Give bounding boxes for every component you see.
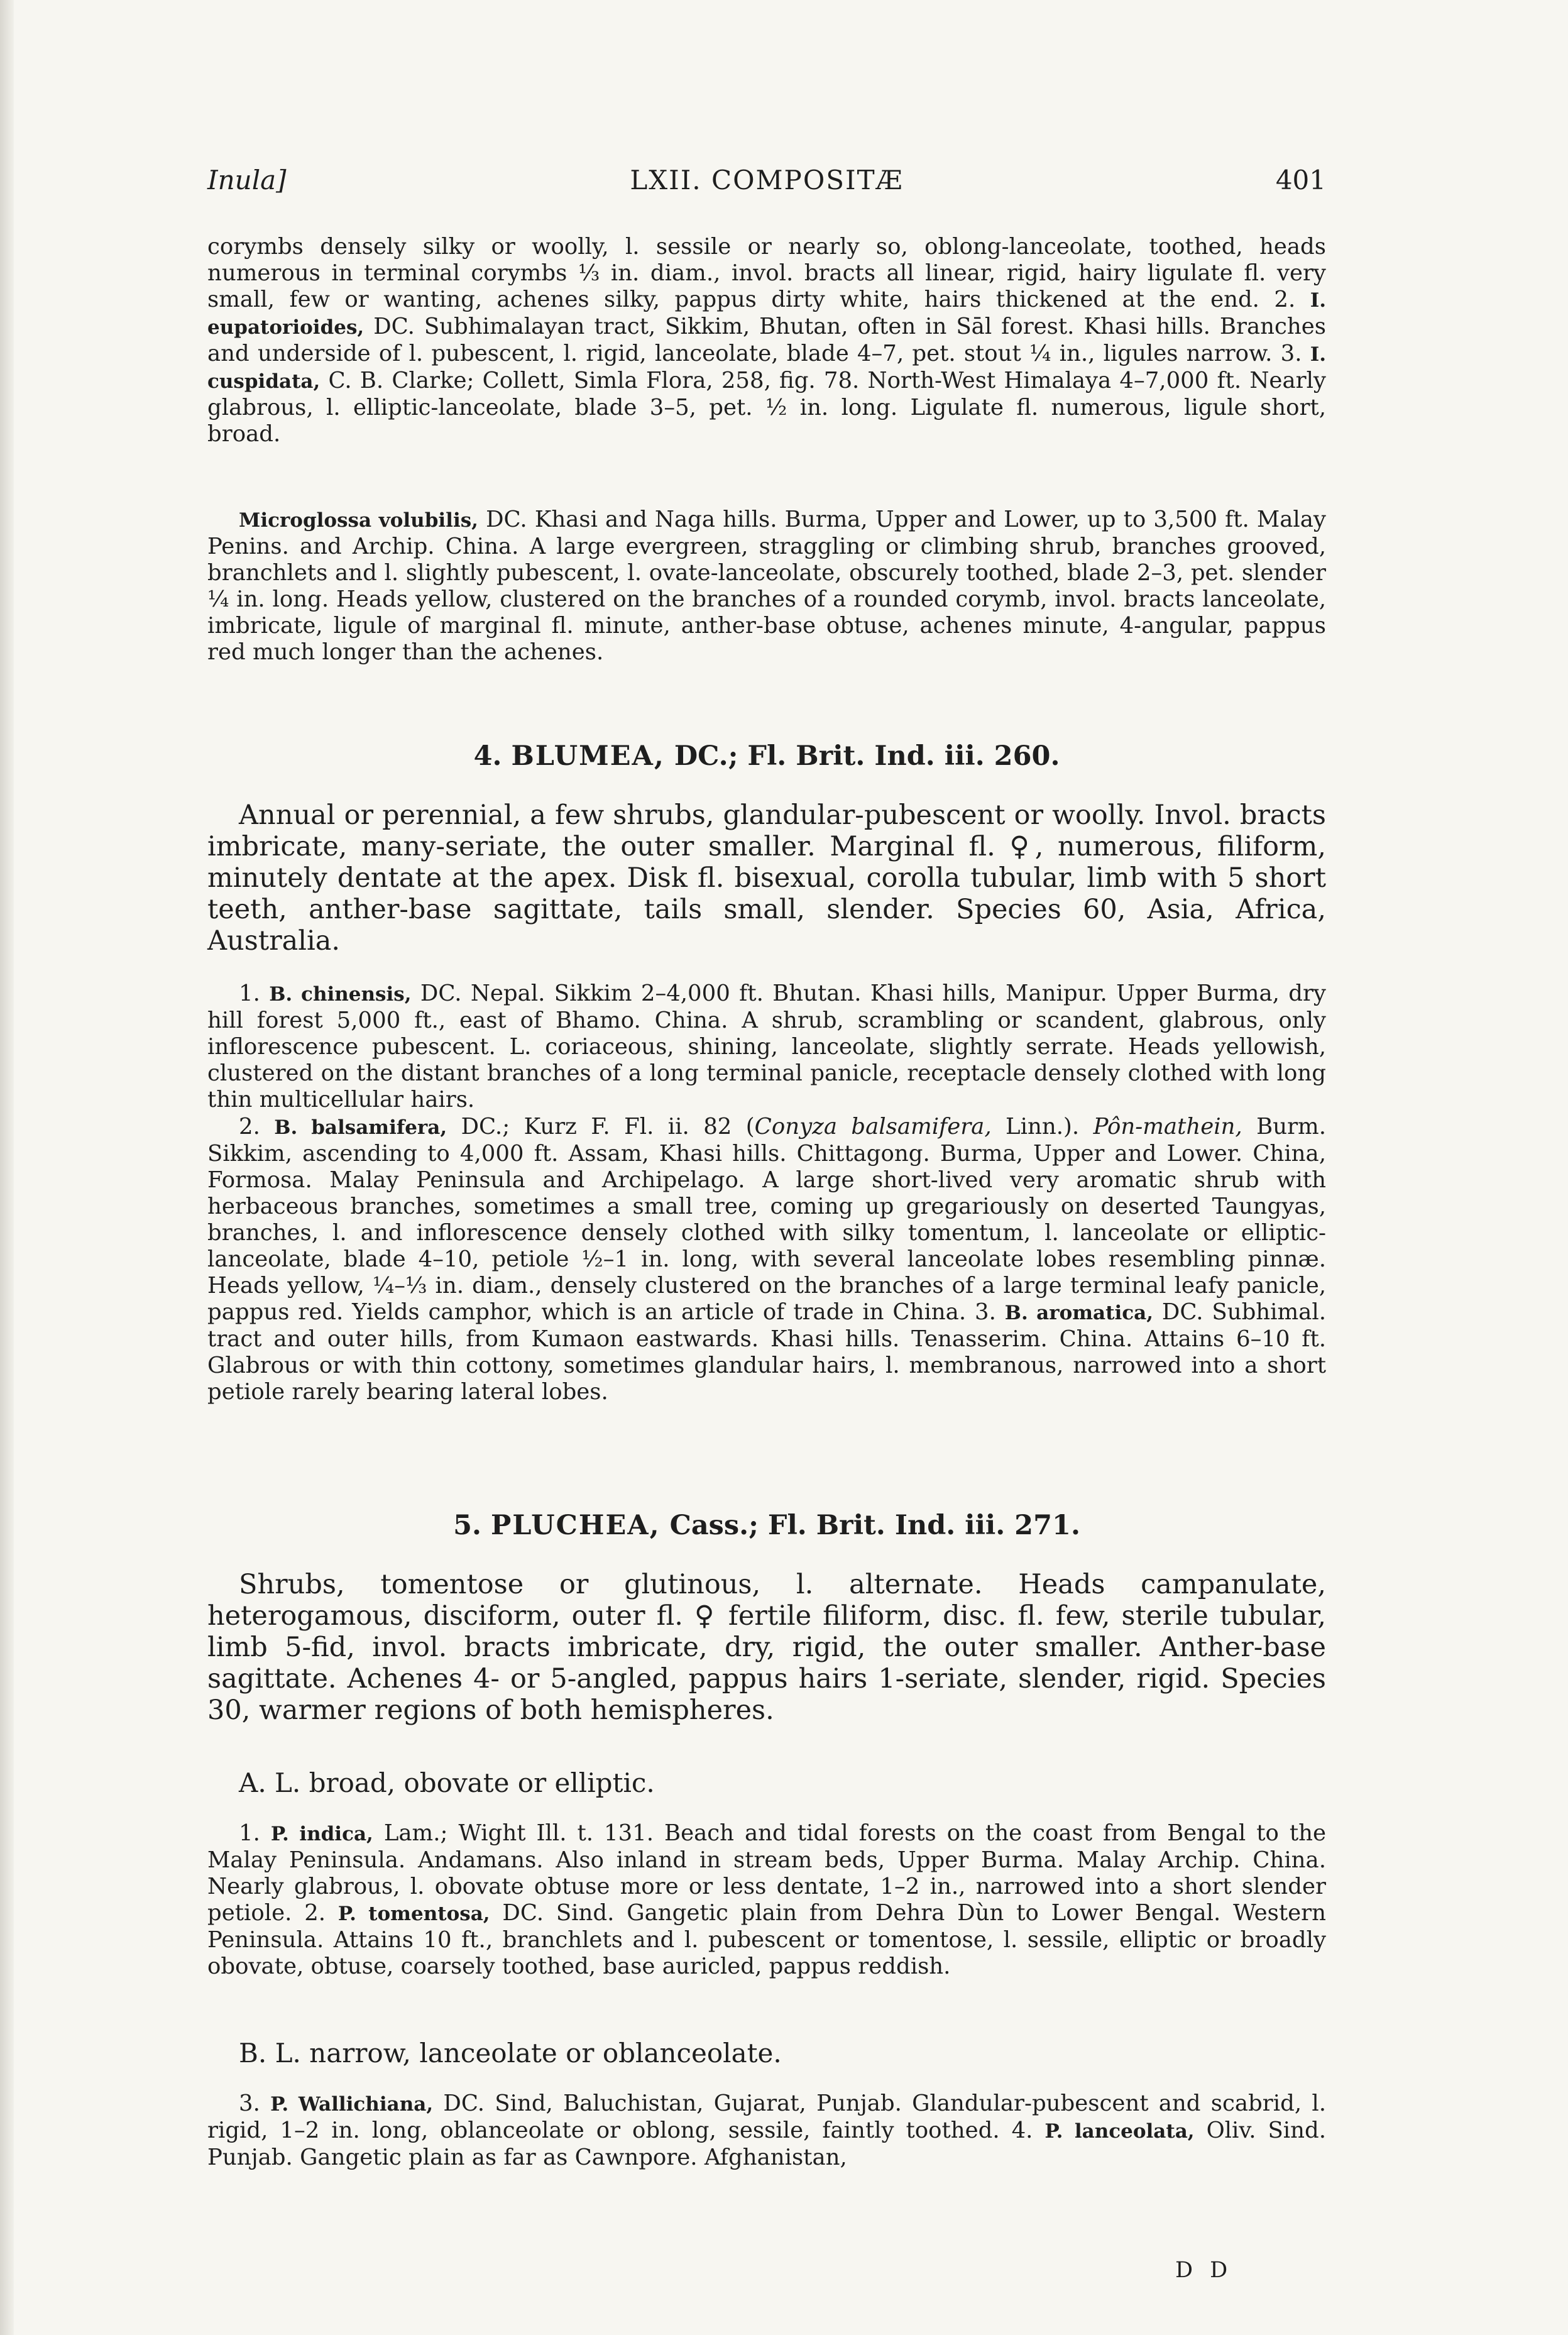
inula-text-1: corymbs densely silky or woolly, l. sessile or nearly so, oblong-lanceolate, toothed, heads numerous in terminal corymbs ⅓ in. diam., invol. bracts all linear, rigid, hairy ligulate fl. very small, few or wanting, achenes silky, pappus dirty white, hairs thickened at the end. 2. <box>207 234 1326 312</box>
blumea-sp2-text-a: DC.; Kurz F. Fl. ii. 82 ( <box>447 1114 755 1140</box>
signature-mark: D D <box>1175 2258 1233 2283</box>
inula-text-2: DC. Subhimalayan tract, Sikkim, Bhutan, often in Sāl forest. Khasi hills. Branches and underside of l. pubescent, l. rigid, lanceolate, blade 4–7, pet. stout ¼ in., ligules narrow. 3. <box>207 314 1326 366</box>
running-head-left: Inula] <box>207 165 287 195</box>
species-pluchea-wallichiana: P. Wallichiana, <box>270 2093 434 2116</box>
inula-text-3: C. B. Clarke; Collett, Simla Flora, 258, fig. 78. North-West Himalaya 4–7,000 ft. Nearly glabrous, l. elliptic-lanceolate, blade 3–5, pet. ½ in. long. Ligulate fl. numerous, ligule short, broad. <box>207 368 1326 447</box>
genus-heading-blumea <box>207 740 1326 772</box>
genus-reference: DC.; Fl. Brit. Ind. iii. 260. <box>664 740 1060 772</box>
genus-reference: Cass.; Fl. Brit. Ind. iii. 271. <box>660 1510 1080 1541</box>
genus-number: 5. <box>453 1510 481 1541</box>
blumea-species-2 <box>207 1114 1326 1405</box>
species-pluchea-indica: P. indica, <box>270 1823 373 1845</box>
group-heading-b: B. L. narrow, lanceolate or oblanceolate. <box>239 2038 782 2069</box>
species-blumea-chinensis: B. chinensis, <box>269 983 412 1006</box>
pluchea-sp1-text: Lam.; Wight Ill. t. 131. Beach and tidal forests on the coast from Bengal to the Malay Peninsula. Andamans. Also inland in stream beds, Upper Burma. Malay Archip. China. Nearly glabrous, l. obovate obtuse more or less dentate, 1–2 in., narrowed into a short slender petiole. 2. <box>207 1820 1326 1926</box>
synonym-conyza: Conyza balsamifera, <box>754 1114 992 1140</box>
microglossa-text: DC. Khasi and Naga hills. Burma, Upper and Lower, up to 3,500 ft. Malay Penins. and Archip. China. A large evergreen, straggling or climbing shrub, branches grooved, branchlets and l. slightly pubescent, l. ovate-lanceolate, obscurely toothed, blade 2–3, pet. slender ¼ in. long. Heads yellow, clustered on the branches of a rounded corymb, invol. bracts lanceolate, imbricate, ligule of marginal fl. minute, anther-base obtuse, achenes minute, 4-angular, pappus red much longer than the achenes. <box>207 507 1326 665</box>
group-heading-a: A. L. broad, obovate or elliptic. <box>239 1767 655 1798</box>
blumea-description: Annual or perennial, a few shrubs, glandular-pubescent or woolly. Invol. bracts imbricate, many-seriate, the outer smaller. Marginal fl. ♀, numerous, filiform, minutely dentate at the apex. Disk fl. bisexual, corolla tubular, limb with 5 short teeth, anther-base sagittate, tails small, slender. Species 60, Asia, Africa, Australia. <box>207 799 1326 957</box>
species-number: 1. <box>239 1820 271 1846</box>
species-number: 3. <box>239 2091 271 2116</box>
species-number: 2. <box>239 1114 275 1140</box>
genus-name: PLUCHEA, <box>490 1510 661 1541</box>
species-number: 1. <box>239 981 270 1006</box>
running-head-title: LXII. COMPOSITÆ <box>630 165 904 195</box>
inula-continuation <box>207 234 1326 448</box>
blumea-sp1-text: DC. Nepal. Sikkim 2–4,000 ft. Bhutan. Khasi hills, Manipur. Upper Burma, dry hill forest 5,000 ft., east of Bhamo. China. A shrub, scrambling or scandent, glabrous, only inflorescence pubescent. L. coriaceous, shining, lanceolate, slightly serrate. Heads yellowish, clustered on the distant branches of a long terminal panicle, receptacle densely clothed with long thin multicellular hairs. <box>207 981 1326 1113</box>
vernacular-name: Pôn-mathein, <box>1093 1114 1242 1140</box>
species-blumea-aromatica: B. aromatica, <box>1004 1302 1153 1324</box>
page-number: 401 <box>1275 165 1326 195</box>
pluchea-species-3-4 <box>207 2091 1326 2171</box>
pluchea-species-1-2 <box>207 1820 1326 1980</box>
page-edge-shadow <box>0 0 14 2335</box>
species-pluchea-tomentosa: P. tomentosa, <box>337 1903 490 1925</box>
genus-heading-pluchea <box>207 1510 1326 1541</box>
pluchea-sp4-text: Oliv. Sind. Punjab. Gangetic plain as far as Cawnpore. Afghanistan, <box>207 2118 1327 2170</box>
species-blumea-balsamifera: B. balsamifera, <box>274 1116 447 1139</box>
pluchea-description: Shrubs, tomentose or glutinous, l. alternate. Heads campanulate, heterogamous, disciform, outer fl. ♀ fertile filiform, disc. fl. few, sterile tubular, limb 5-fid, invol. bracts imbricate, dry, rigid, the outer smaller. Anther-base sagittate. Achenes 4- or 5-angled, pappus hairs 1-seriate, slender, rigid. Species 30, warmer regions of both hemispheres. <box>207 1569 1326 1726</box>
species-inula-cuspidata: I. cuspidata, <box>207 343 1326 393</box>
blumea-sp2-text-c: Burm. Sikkim, ascending to 4,000 ft. Assam, Khasi hills. Chittagong. Burma, Upper and Lower. China, Formosa. Malay Peninsula and Archipelago. A large short-lived very aromatic shrub with herbaceous branches, sometimes a small tree, coming up gregariously on deserted Taungyas, branches, l. and inflorescence densely clothed with silky tomentum, l. lanceolate or elliptic-lanceolate, blade 4–10, petiole ½–1 in. long, with several lanceolate lobes resembling pinnæ. Heads yellow, ¼–⅓ in. diam., densely clustered on the branches of a large terminal leafy panicle, pappus red. Yields camphor, which is an article of trade in China. 3. <box>207 1114 1327 1325</box>
page-header <box>207 165 1326 209</box>
species-inula-eupatorioides: I. eupatorioides, <box>207 289 1326 339</box>
pluchea-sp3-text: DC. Sind, Baluchistan, Gujarat, Punjab. Glandular-pubescent and scabrid, l. rigid, 1–2 in. long, oblanceolate or oblong, sessile, faintly toothed. 4. <box>207 2091 1327 2143</box>
blumea-species-1 <box>207 981 1326 1113</box>
species-microglossa-volubilis: Microglossa volubilis, <box>239 509 478 532</box>
blumea-sp2-text-b: Linn.). <box>991 1114 1094 1140</box>
genus-name: BLUMEA, <box>511 740 665 772</box>
microglossa-entry <box>207 507 1326 666</box>
genus-number: 4. <box>473 740 502 772</box>
blumea-sp3-text: DC. Subhimal. tract and outer hills, from Kumaon eastwards. Khasi hills. Tenasserim. China. Attains 6–10 ft. Glabrous or with thin cottony, sometimes glandular hairs, l. membranous, narrowed into a short petiole rarely bearing lateral lobes. <box>207 1299 1326 1405</box>
pluchea-sp2-text: DC. Sind. Gangetic plain from Dehra Dùn to Lower Bengal. Western Peninsula. Attains 10 ft., branchlets and l. pubescent or tomentose, l. sessile, elliptic or broadly obovate, obtuse, coarsely toothed, base auricled, pappus reddish. <box>207 1900 1327 1979</box>
species-pluchea-lanceolata: P. lanceolata, <box>1044 2120 1195 2143</box>
